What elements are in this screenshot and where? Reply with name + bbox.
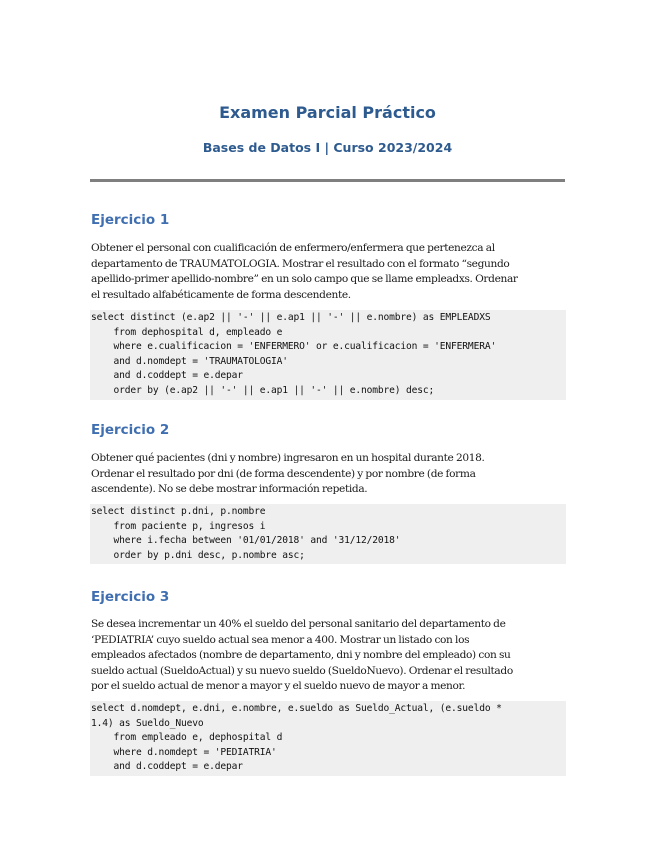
code-line: from dephospital d, empleado e <box>91 326 283 338</box>
statement-line: el resultado alfabéticamente de forma descendente. <box>91 288 351 301</box>
exercise-2-heading: Ejercicio 2 <box>91 422 170 438</box>
code-line: and d.nomdept = 'TRAUMATOLOGIA' <box>91 355 288 367</box>
statement-line: Obtener qué pacientes (dni y nombre) ingresaron en un hospital durante 2018. <box>91 452 485 464</box>
code-line: where e.cualificacion = 'ENFERMERO' or e.cualificacion = 'ENFERMERA' <box>91 341 497 353</box>
statement-line: Se desea incrementar un 40% el sueldo del personal sanitario del departamento de <box>91 618 506 630</box>
document-subtitle: Bases de Datos I | Curso 2023/2024 <box>202 140 453 155</box>
statement-line: sueldo actual (SueldoActual) y su nuevo sueldo (SueldoNuevo). Ordenar el resultado <box>91 664 513 677</box>
code-line: select distinct p.dni, p.nombre <box>91 506 266 517</box>
header-divider <box>90 179 565 182</box>
code-line: order by p.dni desc, p.nombre asc; <box>91 549 305 561</box>
code-line: and d.coddept = e.depar <box>91 761 243 773</box>
exercise-1-sql-block <box>90 310 566 400</box>
document-title: Examen Parcial Práctico <box>219 103 436 122</box>
statement-line: Ordenar el resultado por dni (de forma descendente) y por nombre (de forma <box>91 467 476 480</box>
code-line: from paciente p, ingresos i <box>91 520 266 532</box>
exercise-3-sql-block <box>90 701 566 776</box>
exercise-2-sql-block <box>90 504 566 564</box>
statement-line: ‘PEDIATRIA’ cuyo sueldo actual sea menor a 400. Mostrar un listado con los <box>91 633 470 646</box>
statement-line: empleados afectados (nombre de departamento, dni y nombre del empleado) con su <box>91 649 511 662</box>
exercise-3-statement <box>91 617 565 695</box>
exercise-1-statement <box>91 241 565 303</box>
exercise-3-heading: Ejercicio 3 <box>91 589 170 605</box>
statement-line: apellido-primer apellido-nombre” en un solo campo que se llame empleadxs. Ordenar <box>91 273 518 286</box>
exercise-2-statement <box>91 451 565 498</box>
code-line: from empleado e, dephospital d <box>91 732 283 744</box>
code-line: order by (e.ap2 || '-' || e.ap1 || '-' || e.nombre) desc; <box>91 384 435 396</box>
code-line: where i.fecha between '01/01/2018' and '31/12/2018' <box>91 535 401 547</box>
code-line: and d.coddept = e.depar <box>91 370 243 382</box>
statement-line: ascendente). No se debe mostrar información repetida. <box>91 483 368 496</box>
code-line: select distinct (e.ap2 || '-' || e.ap1 || '-' || e.nombre) as EMPLEADXS <box>91 312 491 323</box>
code-line: where d.nomdept = 'PEDIATRIA' <box>91 746 277 758</box>
statement-line: por el sueldo actual de menor a mayor y el sueldo nuevo de mayor a menor. <box>91 680 466 693</box>
exercise-1-heading: Ejercicio 1 <box>91 212 170 228</box>
code-line: select d.nomdept, e.dni, e.nombre, e.sueldo as Sueldo_Actual, (e.sueldo * <box>91 703 502 714</box>
statement-line: Obtener el personal con cualificación de enfermero/enfermera que pertenezca al <box>91 242 495 254</box>
code-line: 1.4) as Sueldo_Nuevo <box>91 717 204 729</box>
statement-line: departamento de TRAUMATOLOGIA. Mostrar el resultado con el formato “segundo <box>91 257 510 270</box>
